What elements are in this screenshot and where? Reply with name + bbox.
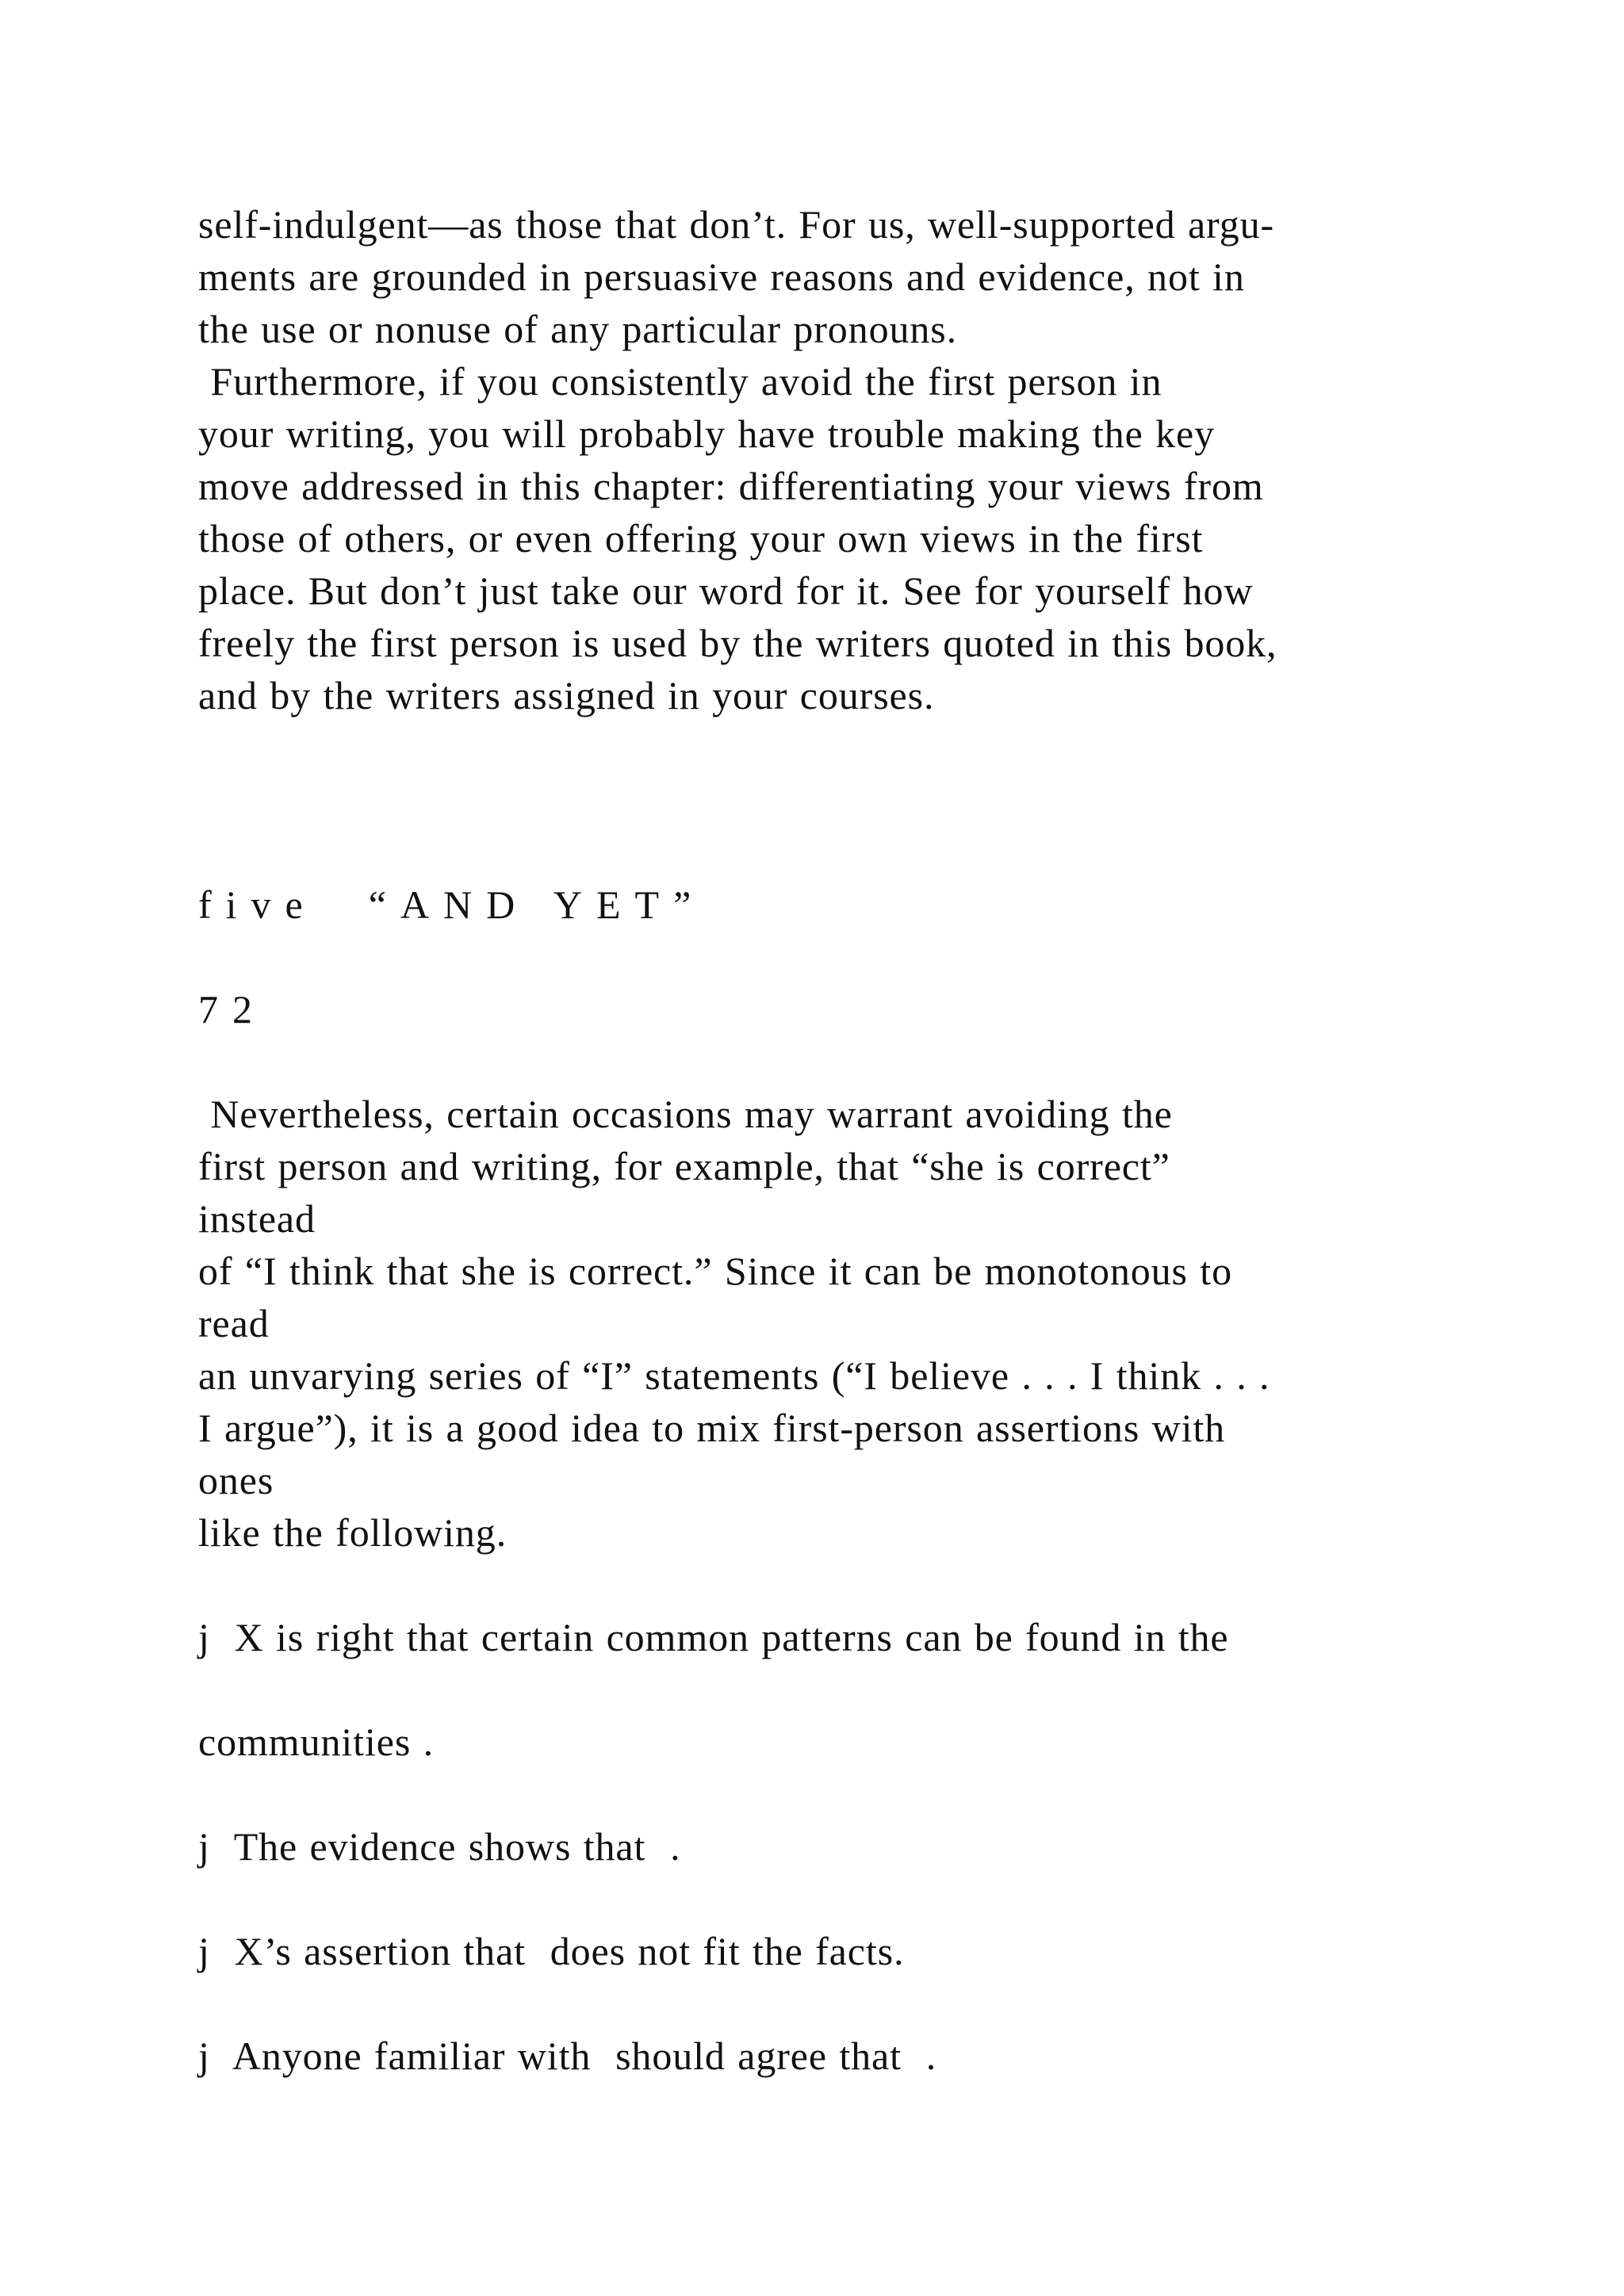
paragraph-line: instead (198, 1196, 316, 1241)
template-item: communities . (198, 1720, 435, 1764)
paragraph-line: of “I think that she is correct.” Since it can be monotonous to (198, 1249, 1232, 1293)
paragraph-line: the use or nonuse of any particular pronouns. (198, 307, 958, 351)
paragraph-line: move addressed in this chapter: differentiating your views from (198, 464, 1264, 508)
paragraph-line: ones (198, 1458, 274, 1502)
paragraph-line: like the following. (198, 1510, 508, 1555)
template-item: j The evidence shows that . (198, 1824, 681, 1869)
running-head: five “AND YET” (198, 882, 706, 927)
paragraph-line: an unvarying series of “I” statements (“I believe . . . I think . . . (198, 1353, 1270, 1398)
page-number: 72 (198, 987, 266, 1031)
paragraph-line: ments are grounded in persuasive reasons and evidence, not in (198, 254, 1245, 299)
paragraph-line: freely the first person is used by the writers quoted in this book, (198, 621, 1277, 665)
paragraph-line: read (198, 1301, 270, 1345)
paragraph-line: Furthermore, if you consistently avoid the first person in (198, 359, 1162, 404)
paragraph-line: I argue”), it is a good idea to mix first-person assertions with (198, 1406, 1226, 1450)
paragraph-line: self-indulgent—as those that don’t. For us, well-supported argu- (198, 202, 1275, 247)
paragraph-line: Nevertheless, certain occasions may warrant avoiding the (198, 1092, 1173, 1136)
template-item: j Anyone familiar with should agree that . (198, 2034, 937, 2078)
paragraph-line: your writing, you will probably have trouble making the key (198, 411, 1215, 456)
paragraph-line: place. But don’t just take our word for it. See for yourself how (198, 568, 1254, 613)
paragraph-line: and by the writers assigned in your courses. (198, 673, 935, 718)
paragraph-line: first person and writing, for example, that “she is correct” (198, 1144, 1170, 1188)
template-item: j X’s assertion that does not fit the facts. (198, 1929, 905, 1973)
template-item: j X is right that certain common patterns can be found in the (198, 1615, 1229, 1659)
paragraph-line: those of others, or even offering your own views in the first (198, 516, 1204, 561)
